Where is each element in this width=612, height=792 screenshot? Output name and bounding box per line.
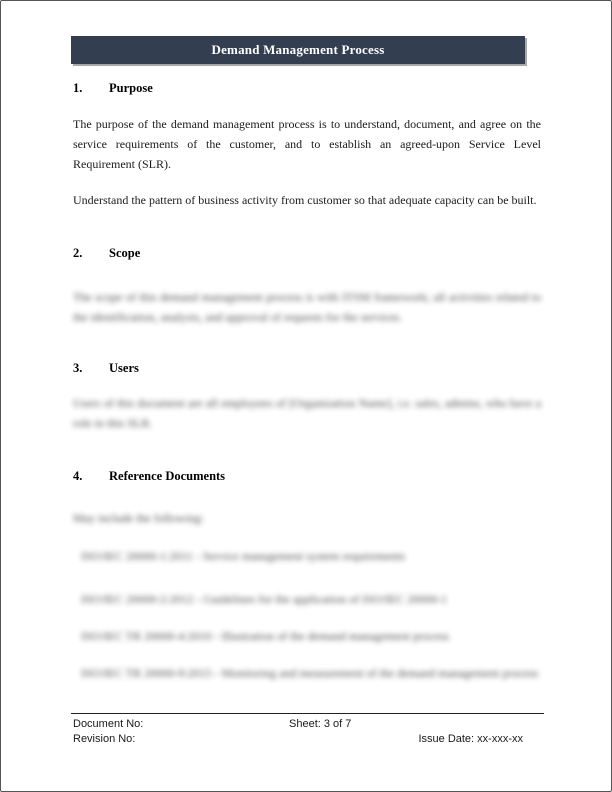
section-heading-users <box>73 361 541 375</box>
document-title-bar <box>71 36 525 64</box>
section-label: Scope <box>109 246 141 260</box>
purpose-paragraph-1: The purpose of the demand management process is to understand, document, and agree on the service requirements of the customer, and to establish an agreed-upon Service Level Requirement (SLR). <box>73 117 541 171</box>
reference-item-blurred: ISO/IEC 20000-1:2011 - Service management system requirements <box>81 549 406 563</box>
reference-item-blurred: ISO/IEC TR 20000-4:2010 - Illustration of the demand management process <box>81 629 450 643</box>
section-number: 1. <box>73 81 83 95</box>
section-heading-scope <box>73 246 541 260</box>
footer-document-no-label: Document No: <box>73 718 144 730</box>
footer-rule <box>71 713 544 714</box>
footer-issue-date-label: Issue Date: xx-xxx-xx <box>418 733 523 745</box>
section-label: Users <box>109 361 139 375</box>
section-heading-reference-documents <box>73 469 541 483</box>
section-number: 4. <box>73 469 83 483</box>
reference-item-blurred: ISO/IEC 20000-2:2012 - Guidelines for the application of ISO/IEC 20000-1 <box>81 592 448 606</box>
reference-intro-blurred: May include the following: <box>73 511 204 525</box>
section-number: 3. <box>73 361 83 375</box>
users-paragraph-blurred: Users of this document are all employees of [Organization Name], i.e. sales, admins, who have a role in this SLR. <box>73 396 541 430</box>
scope-paragraph-blurred: The scope of this demand management process is with ITSM framework; all activities related to the identification, analysis, and approval of requests for the services. <box>73 290 541 324</box>
reference-item-blurred: ISO/IEC TR 20000-9:2015 - Monitoring and measurement of the demand management process <box>81 666 539 680</box>
document-title: Demand Management Process <box>211 42 385 57</box>
section-number: 2. <box>73 246 83 260</box>
footer-revision-no-label: Revision No: <box>73 733 136 745</box>
purpose-paragraph-2: Understand the pattern of business activity from customer so that adequate capacity can be built. <box>73 193 537 207</box>
footer-sheet-label: Sheet: 3 of 7 <box>289 718 352 730</box>
section-heading-purpose <box>73 81 541 95</box>
section-label: Purpose <box>109 81 153 95</box>
section-label: Reference Documents <box>109 469 226 483</box>
